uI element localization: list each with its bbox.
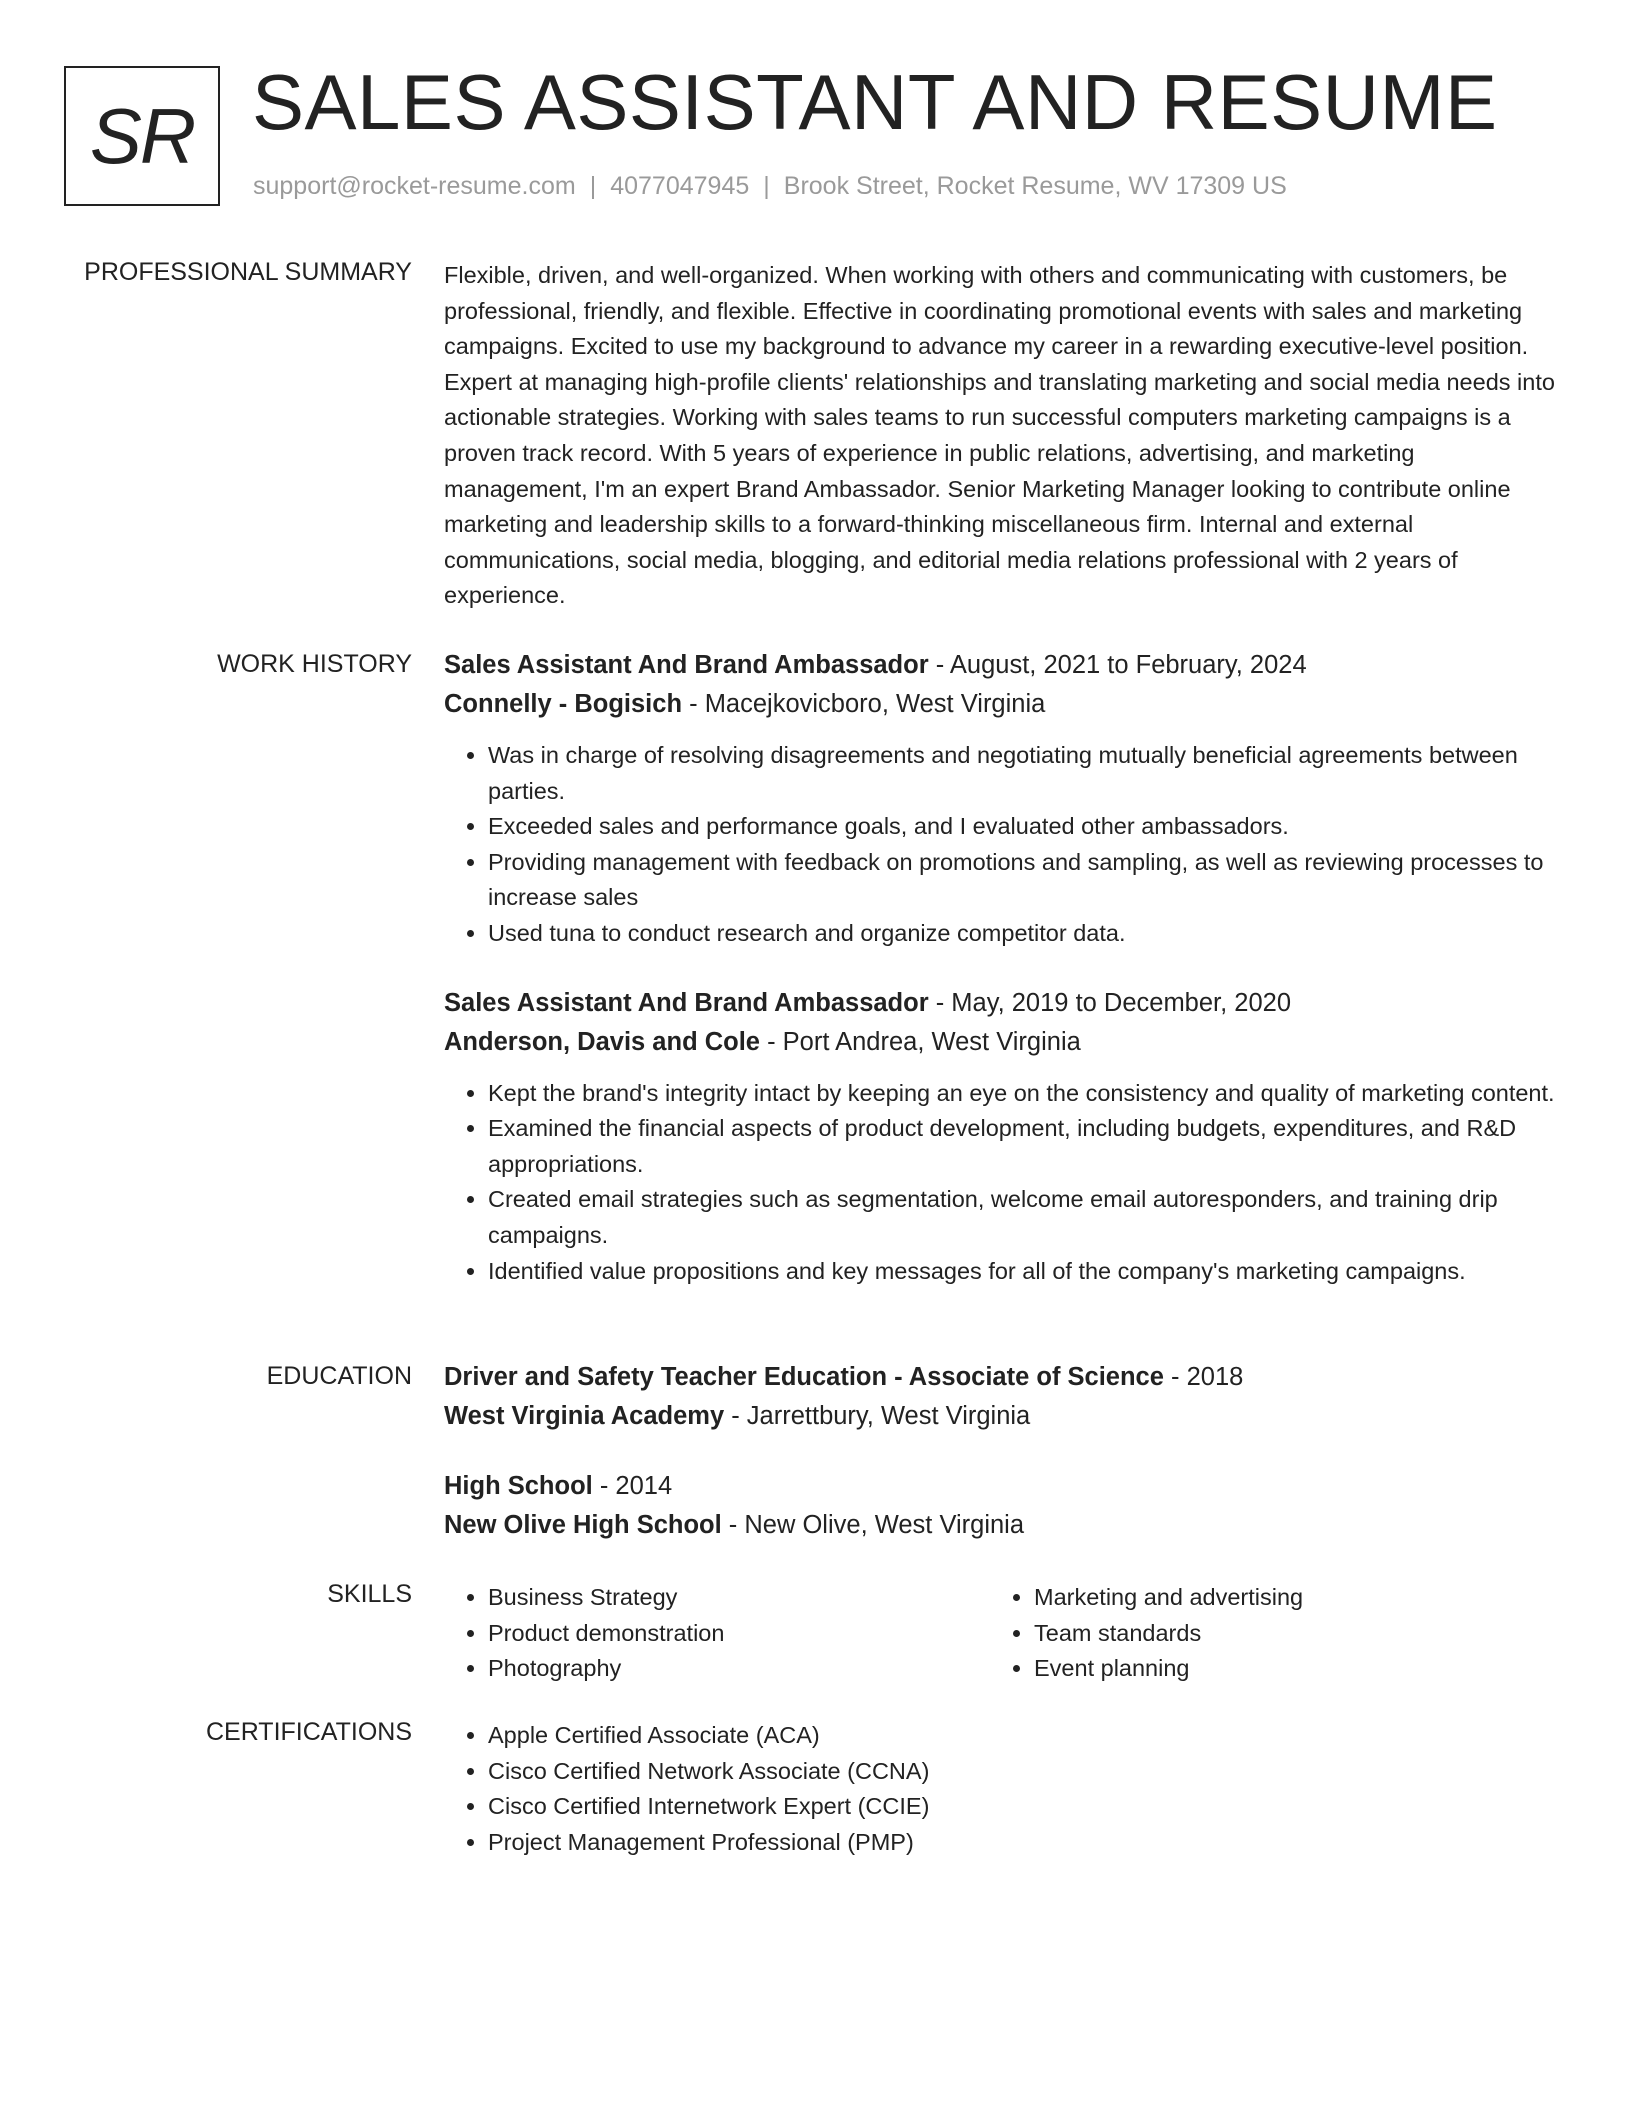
work-history-body [444, 646, 1556, 1289]
monogram-initials: SR [64, 66, 220, 206]
degree-line [444, 1467, 1556, 1506]
contact-email: support@rocket-resume.com [253, 172, 576, 200]
list-item: • Business Strategy [488, 1580, 990, 1616]
list-item: • Product demonstration [488, 1616, 990, 1652]
resume-name: SALES ASSISTANT AND RESUME [252, 58, 1498, 146]
list-item: • Apple Certified Associate (ACA) [488, 1718, 1556, 1754]
job-company-line [444, 1023, 1556, 1062]
contact-address: Brook Street, Rocket Resume, WV 17309 US [783, 172, 1287, 200]
skills-list-right [990, 1580, 1536, 1687]
job-dates: - May, 2019 to December, 2020 [928, 988, 1292, 1017]
job-company: Connelly - Bogisich [444, 690, 683, 718]
skills-column-left [444, 1580, 990, 1687]
degree-year: - 2018 [1163, 1363, 1244, 1391]
list-item: • Used tuna to conduct research and organize competitor data. [488, 916, 1556, 952]
skills-heading: SKILLS [327, 1580, 412, 1608]
list-item: • Examined the financial aspects of product development, including budgets, expenditures, and R&D appropriations. [488, 1111, 1556, 1182]
education-entry [444, 1467, 1556, 1545]
contact-line [253, 172, 1287, 201]
job-company: Anderson, Davis and Cole [444, 1027, 760, 1056]
school: West Virginia Academy [444, 1402, 725, 1430]
school-location: - Jarrettbury, West Virginia [724, 1402, 1031, 1430]
degree-year: - 2014 [592, 1472, 673, 1500]
summary-text: Flexible, driven, and well-organized. When working with others and communicating with customers, be professional, friendly, and flexible. Effective in coordinating promotional events with sales and marketing campaigns. Excited to use my background to advance my career in a rewarding executive-level position. Expert at managing high-profile clients' relationships and translating marketing and social media needs into actionable strategies. Working with sales teams to run successful computers marketing campaigns is a proven track record. With 5 years of experience in public relations, advertising, and marketing management, I'm an expert Brand Ambassador. Senior Marketing Manager looking to contribute online marketing and leadership skills to a forward-thinking miscellaneous firm. Internal and external communications, social media, blogging, and editorial media relations professional with 2 years of experience. [444, 262, 1555, 609]
education-heading: EDUCATION [266, 1362, 412, 1390]
school-line [444, 1397, 1556, 1436]
certifications-body [444, 1718, 1556, 1860]
job-title-line [444, 984, 1556, 1023]
school-location: - New Olive, West Virginia [721, 1511, 1025, 1539]
education-body [444, 1358, 1556, 1545]
list-item: • Photography [488, 1651, 990, 1687]
contact-phone: 4077047945 [610, 172, 750, 200]
job-entry [444, 984, 1556, 1290]
job-title-line [444, 646, 1556, 685]
skills-columns [444, 1580, 1556, 1687]
job-location: - Port Andrea, West Virginia [760, 1027, 1081, 1056]
degree: High School [444, 1472, 593, 1500]
list-item: • Project Management Professional (PMP) [488, 1825, 1556, 1861]
degree: Driver and Safety Teacher Education - Associate of Science [444, 1363, 1164, 1391]
education-entry [444, 1358, 1556, 1436]
certifications-heading: CERTIFICATIONS [205, 1718, 412, 1746]
job-bullets [444, 1076, 1556, 1290]
list-item: • Event planning [1034, 1651, 1536, 1687]
school: New Olive High School [444, 1511, 722, 1539]
work-history-heading: WORK HISTORY [217, 650, 412, 678]
list-item: • Identified value propositions and key messages for all of the company's marketing campaigns. [488, 1254, 1556, 1290]
list-item: • Team standards [1034, 1616, 1536, 1652]
certifications-list [444, 1718, 1556, 1860]
contact-separator: | [763, 172, 770, 200]
list-item: • Cisco Certified Network Associate (CCNA) [488, 1754, 1556, 1790]
list-item: • Exceeded sales and performance goals, and I evaluated other ambassadors. [488, 809, 1556, 845]
job-title: Sales Assistant And Brand Ambassador [444, 651, 929, 679]
job-company-line [444, 685, 1556, 724]
job-entry [444, 646, 1556, 952]
skills-column-right [990, 1580, 1536, 1687]
job-dates: - August, 2021 to February, 2024 [928, 651, 1307, 679]
list-item: • Was in charge of resolving disagreements and negotiating mutually beneficial agreements between parties. [488, 738, 1556, 809]
job-bullets [444, 738, 1556, 952]
summary-body [444, 258, 1556, 614]
list-item: • Marketing and advertising [1034, 1580, 1536, 1616]
skills-list-left [444, 1580, 990, 1687]
summary-heading: PROFESSIONAL SUMMARY [84, 258, 412, 286]
degree-line [444, 1358, 1556, 1397]
skills-body [444, 1580, 1556, 1687]
job-title: Sales Assistant And Brand Ambassador [444, 988, 929, 1017]
list-item: • Created email strategies such as segmentation, welcome email autoresponders, and training drip campaigns. [488, 1182, 1556, 1253]
list-item: • Kept the brand's integrity intact by keeping an eye on the consistency and quality of marketing content. [488, 1076, 1556, 1112]
list-item: • Providing management with feedback on promotions and sampling, as well as reviewing processes to increase sales [488, 845, 1556, 916]
contact-separator: | [589, 172, 597, 200]
list-item: • Cisco Certified Internetwork Expert (CCIE) [488, 1789, 1556, 1825]
job-location: - Macejkovicboro, West Virginia [682, 690, 1046, 718]
school-line [444, 1506, 1556, 1545]
